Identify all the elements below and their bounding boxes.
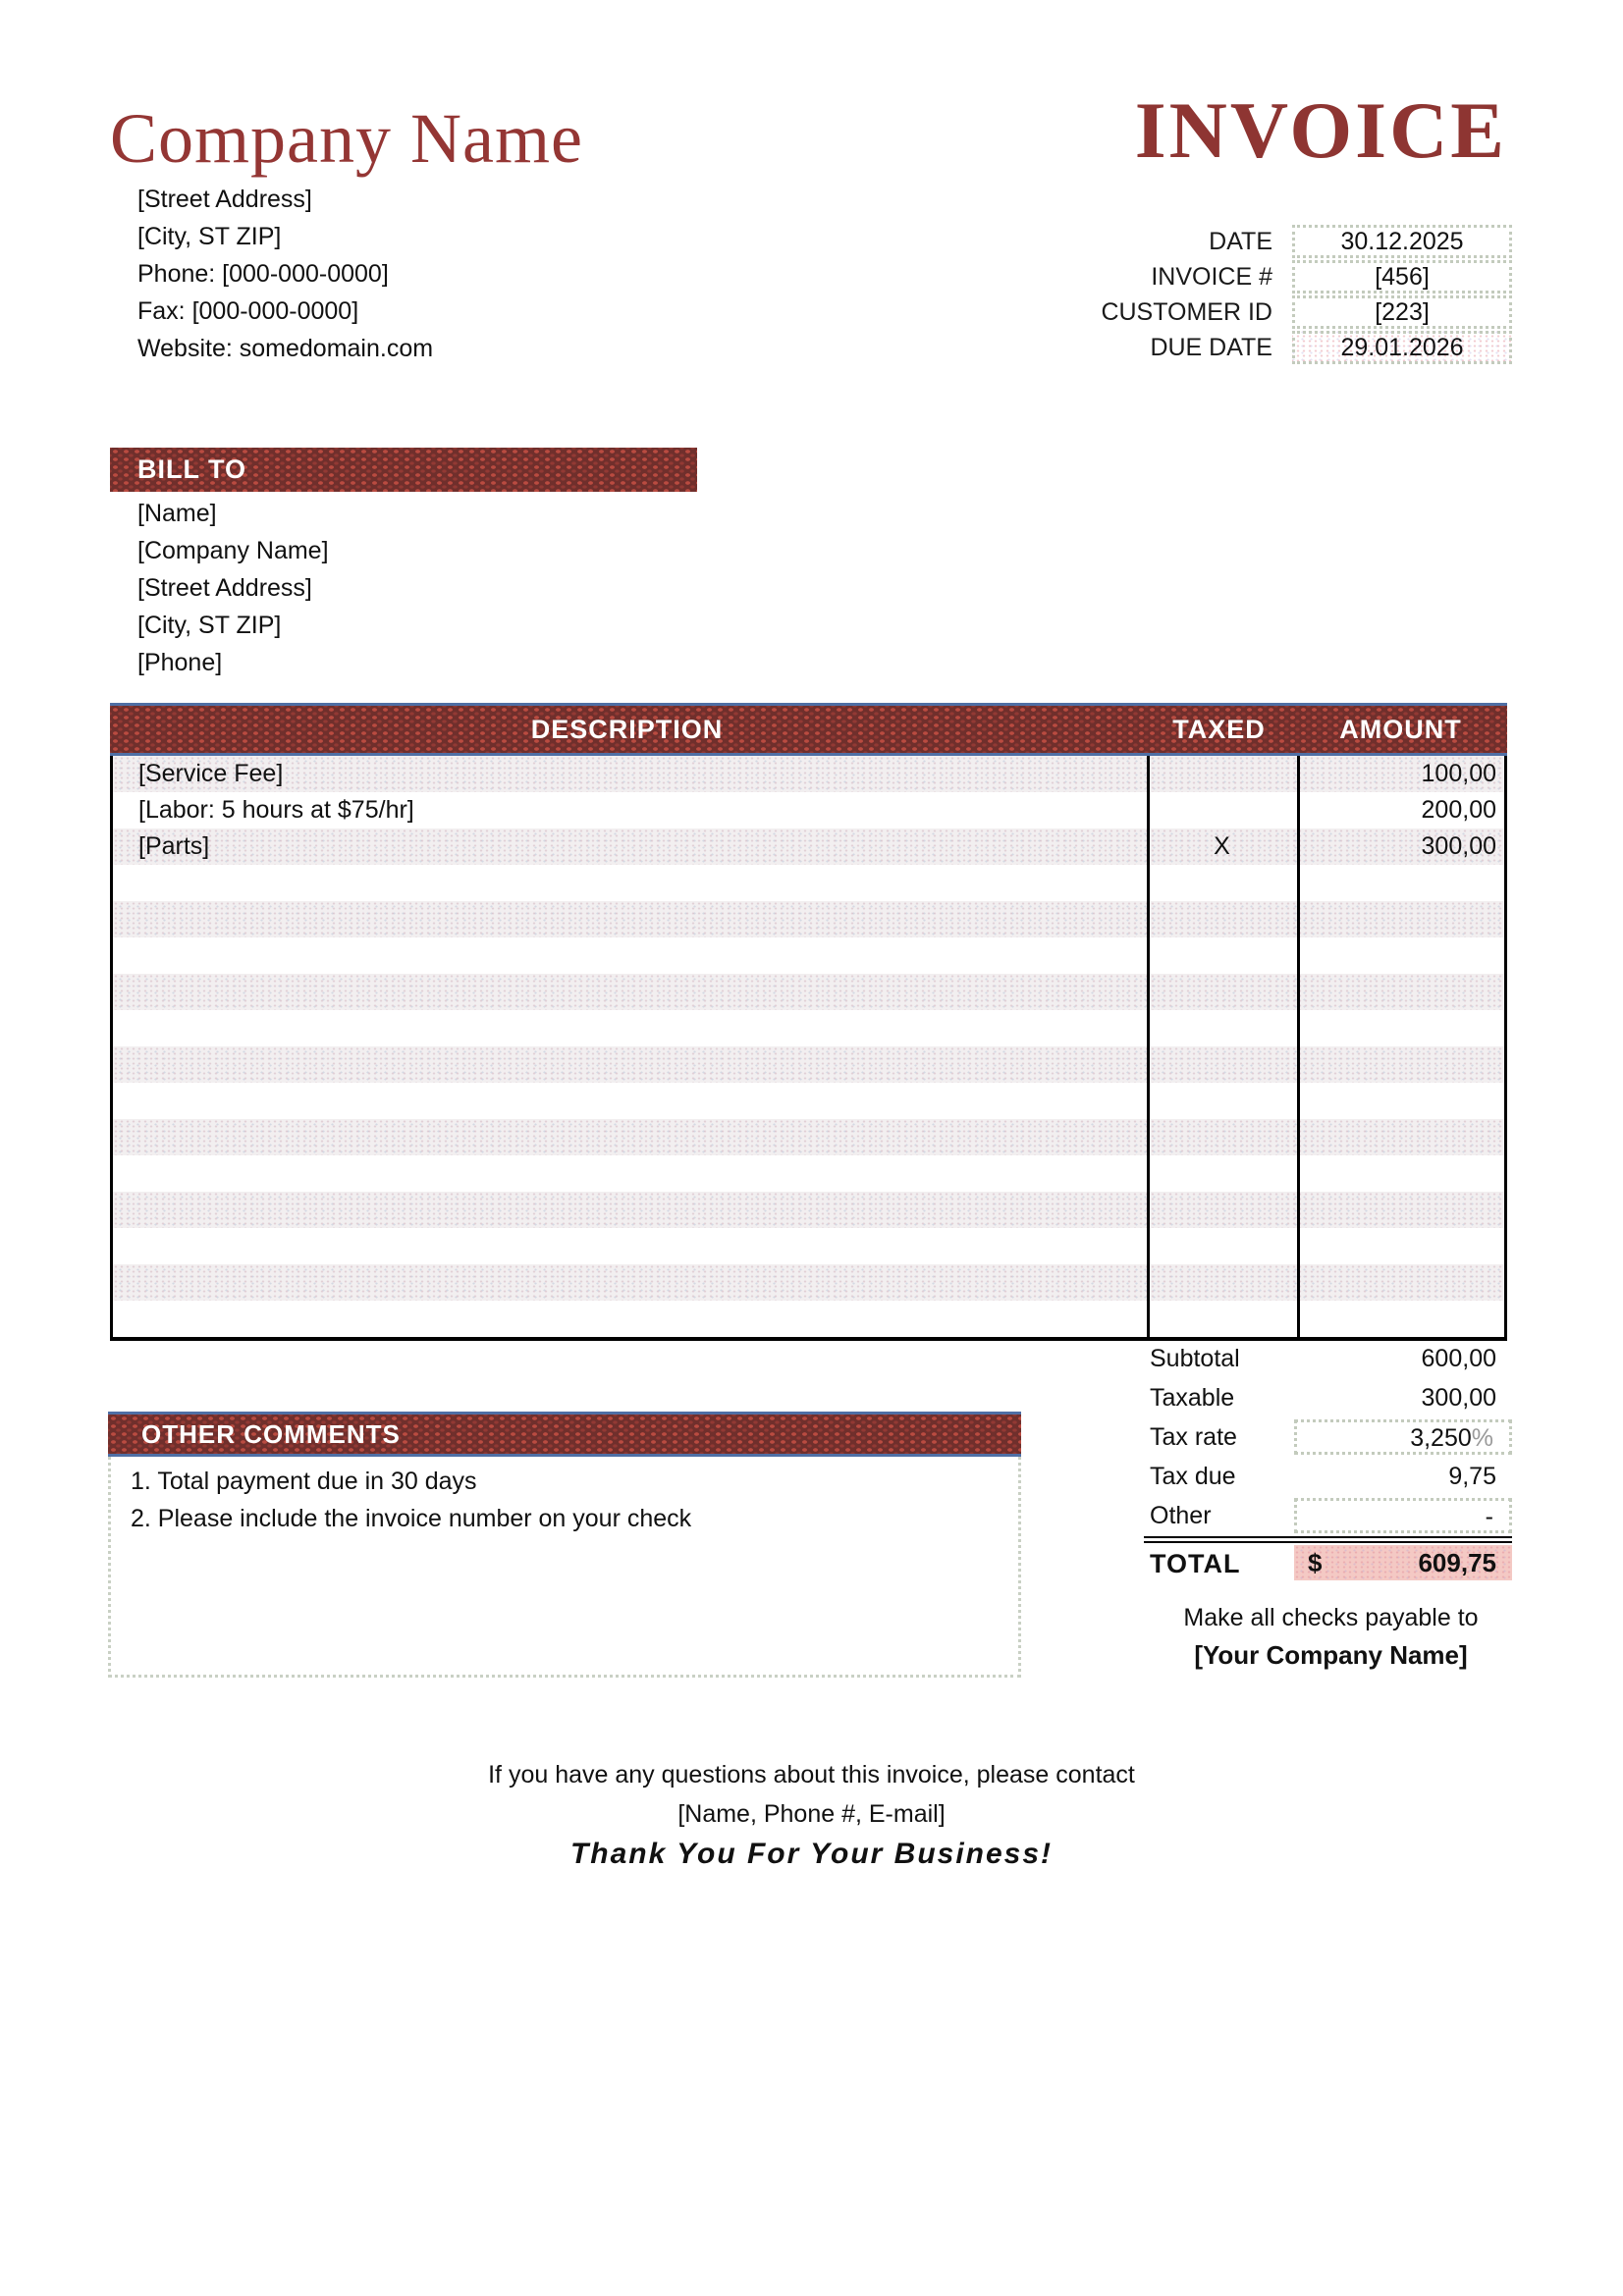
cell-amount[interactable]	[1297, 1155, 1510, 1192]
table-row-empty[interactable]	[113, 1083, 1504, 1119]
cell-amount[interactable]	[1297, 1046, 1510, 1083]
cell-taxed[interactable]: X	[1214, 832, 1230, 860]
cell-amount[interactable]	[1297, 1301, 1510, 1337]
cell-amount[interactable]	[1297, 865, 1510, 901]
other-comments-box	[108, 1412, 1021, 1678]
table-row-empty[interactable]	[113, 974, 1504, 1010]
cell-amount[interactable]: 100,00	[1421, 760, 1496, 787]
meta-field-label: INVOICE #	[1151, 262, 1272, 291]
comment-line: 2. Please include the invoice number on your check	[131, 1505, 692, 1532]
meta-field-label: DUE DATE	[1150, 333, 1272, 361]
other-comments-header	[108, 1412, 1021, 1457]
cell-amount[interactable]	[1297, 1119, 1510, 1155]
cell-taxed[interactable]	[1147, 1192, 1297, 1228]
meta-field-label: CUSTOMER ID	[1101, 297, 1272, 326]
column-header-amount: AMOUNT	[1339, 715, 1462, 744]
invoice-meta-block	[982, 224, 1512, 365]
currency-symbol: $	[1308, 1548, 1323, 1577]
cell-amount[interactable]	[1297, 1192, 1510, 1228]
totals-value: 9,75	[1448, 1463, 1496, 1490]
totals-row	[1144, 1496, 1512, 1535]
totals-row	[1144, 1457, 1512, 1496]
column-divider	[1147, 756, 1150, 1337]
cell-description[interactable]	[113, 1228, 1147, 1264]
cell-description[interactable]	[113, 1010, 1147, 1046]
footer-contact-text: If you have any questions about this invoice, please contact	[488, 1761, 1135, 1789]
cell-description[interactable]: [Parts]	[138, 832, 210, 860]
totals-label: Taxable	[1150, 1384, 1235, 1412]
cell-taxed[interactable]	[1147, 1083, 1297, 1119]
totals-value[interactable]: 3,250%	[1294, 1419, 1512, 1455]
cell-description[interactable]	[113, 1119, 1147, 1155]
totals-label: Subtotal	[1150, 1345, 1240, 1372]
cell-description[interactable]: [Service Fee]	[138, 760, 284, 787]
cell-taxed[interactable]	[1147, 1046, 1297, 1083]
other-comments-title: OTHER COMMENTS	[141, 1419, 401, 1449]
totals-label: Other	[1150, 1502, 1212, 1529]
total-amount-value: 609,75	[1418, 1548, 1496, 1577]
company-address-line: [Street Address]	[137, 186, 312, 213]
checks-payable-text: Make all checks payable to	[1183, 1604, 1479, 1631]
totals-value-suffix: %	[1471, 1424, 1493, 1452]
cell-amount[interactable]	[1297, 1228, 1510, 1264]
table-row-empty[interactable]	[113, 1155, 1504, 1192]
totals-row	[1144, 1417, 1512, 1457]
invoice-title: INVOICE	[1134, 85, 1507, 175]
table-row-empty[interactable]	[113, 865, 1504, 901]
meta-field-row	[982, 294, 1512, 330]
cell-description[interactable]	[113, 865, 1147, 901]
line-items-body	[110, 756, 1507, 1341]
total-row	[1144, 1545, 1512, 1582]
other-comments-body[interactable]	[108, 1457, 1021, 1678]
column-header-description: DESCRIPTION	[530, 715, 724, 744]
bill-to-line: [Phone]	[137, 649, 223, 676]
cell-taxed[interactable]	[1147, 937, 1297, 974]
cell-description[interactable]	[113, 1083, 1147, 1119]
cell-amount[interactable]	[1297, 937, 1510, 974]
footer-thank-you: Thank You For Your Business!	[569, 1838, 1054, 1870]
cell-taxed[interactable]	[1147, 901, 1297, 937]
cell-taxed[interactable]	[1147, 974, 1297, 1010]
meta-field-label: DATE	[1209, 227, 1272, 255]
cell-description[interactable]	[113, 1301, 1147, 1337]
cell-taxed[interactable]	[1147, 865, 1297, 901]
company-address-line: [City, ST ZIP]	[137, 223, 282, 250]
table-row-empty[interactable]	[113, 1301, 1504, 1337]
cell-description[interactable]	[113, 1046, 1147, 1083]
company-address-line: Phone: [000-000-0000]	[137, 260, 389, 288]
bill-to-header	[110, 448, 697, 492]
cell-amount[interactable]	[1297, 901, 1510, 937]
bill-to-line: [Company Name]	[137, 537, 329, 564]
meta-field-value[interactable]: [456]	[1292, 260, 1512, 294]
column-header-taxed: TAXED	[1172, 715, 1266, 744]
table-row-empty[interactable]	[113, 1046, 1504, 1083]
cell-taxed[interactable]	[1147, 1010, 1297, 1046]
cell-taxed[interactable]	[1147, 792, 1297, 828]
company-address-block	[137, 181, 433, 367]
footer-contact-placeholder: [Name, Phone #, E-mail]	[677, 1800, 946, 1828]
table-row-empty[interactable]	[113, 1010, 1504, 1046]
meta-field-row	[982, 224, 1512, 259]
totals-label: Tax rate	[1150, 1423, 1237, 1451]
meta-field-value[interactable]: [223]	[1292, 295, 1512, 329]
cell-description[interactable]	[113, 1155, 1147, 1192]
cell-description[interactable]	[113, 974, 1147, 1010]
cell-taxed[interactable]	[1147, 1301, 1297, 1337]
bill-to-title: BILL TO	[137, 454, 247, 484]
cell-taxed[interactable]	[1147, 1228, 1297, 1264]
table-row[interactable]	[113, 792, 1504, 828]
column-divider	[1297, 756, 1300, 1337]
company-name-title: Company Name	[110, 99, 583, 178]
cell-amount[interactable]: 300,00	[1421, 832, 1496, 860]
totals-value: 600,00	[1421, 1345, 1496, 1372]
cell-description[interactable]	[113, 901, 1147, 937]
totals-label: Tax due	[1150, 1463, 1236, 1490]
cell-amount[interactable]: 200,00	[1421, 796, 1496, 824]
cell-taxed[interactable]	[1147, 1155, 1297, 1192]
bill-to-block	[137, 495, 329, 681]
bill-to-line: [City, ST ZIP]	[137, 612, 282, 639]
line-items-table	[110, 703, 1507, 1341]
totals-value[interactable]: -	[1294, 1498, 1512, 1533]
bill-to-line: [Street Address]	[137, 574, 312, 602]
checks-payable-block	[1150, 1604, 1512, 1671]
table-row[interactable]	[113, 756, 1504, 792]
cell-description[interactable]: [Labor: 5 hours at $75/hr]	[138, 796, 414, 824]
comment-line: 1. Total payment due in 30 days	[131, 1468, 477, 1495]
cell-description[interactable]	[113, 937, 1147, 974]
company-address-line: Website: somedomain.com	[137, 335, 434, 362]
cell-amount[interactable]	[1297, 1264, 1510, 1301]
cell-amount[interactable]	[1297, 1083, 1510, 1119]
cell-taxed[interactable]	[1147, 1119, 1297, 1155]
table-row-empty[interactable]	[113, 1228, 1504, 1264]
cell-amount[interactable]	[1297, 1010, 1510, 1046]
company-address-line: Fax: [000-000-0000]	[137, 297, 359, 325]
cell-description[interactable]	[113, 1192, 1147, 1228]
totals-block	[1144, 1339, 1512, 1535]
bill-to-line: [Name]	[137, 500, 217, 527]
checks-payable-company: [Your Company Name]	[1194, 1640, 1468, 1670]
table-row-empty[interactable]	[113, 1119, 1504, 1155]
table-row[interactable]	[113, 828, 1504, 865]
footer-block	[0, 1755, 1623, 1871]
cell-description[interactable]	[113, 1264, 1147, 1301]
total-separator-line	[1144, 1536, 1512, 1543]
totals-value: 300,00	[1421, 1384, 1496, 1412]
cell-taxed[interactable]	[1147, 1264, 1297, 1301]
table-row-empty[interactable]	[113, 901, 1504, 937]
meta-field-row	[982, 259, 1512, 294]
cell-amount[interactable]	[1297, 974, 1510, 1010]
meta-field-value[interactable]: 29.01.2026	[1292, 331, 1512, 364]
line-items-header-row	[110, 703, 1507, 756]
meta-field-value[interactable]: 30.12.2025	[1292, 225, 1512, 258]
totals-row	[1144, 1378, 1512, 1417]
cell-taxed[interactable]	[1147, 756, 1297, 792]
table-row-empty[interactable]	[113, 1264, 1504, 1301]
total-label: TOTAL	[1150, 1549, 1241, 1578]
total-amount-cell	[1294, 1545, 1512, 1580]
table-row-empty[interactable]	[113, 937, 1504, 974]
table-row-empty[interactable]	[113, 1192, 1504, 1228]
totals-row	[1144, 1339, 1512, 1378]
meta-field-row	[982, 330, 1512, 365]
